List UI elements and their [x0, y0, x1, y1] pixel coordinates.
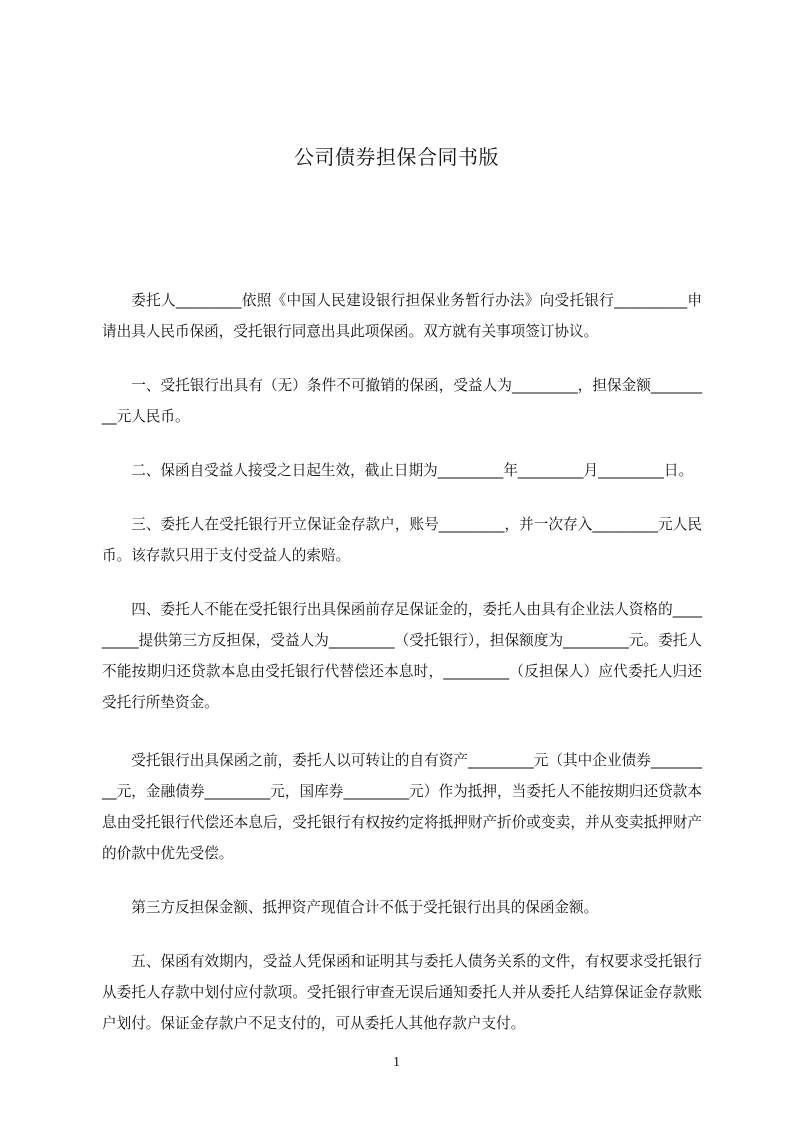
- paragraph-guarantee-total: 第三方反担保金额、抵押资产现值合计不低于受托银行出具的保函金额。: [131, 899, 599, 916]
- document-title: 公司债券担保合同书版: [294, 145, 499, 169]
- paragraph-clause-5: 五、保函有效期内，受益人凭保函和证明其与委托人债务关系的文件，有权要求受托银行从委托人存款中划付应付款项。受托银行审查无误后通知委托人并从委托人结算保证金存款账户划付。保证金存款户不足支付的，可从委托人其他存款户支付。: [102, 953, 702, 1032]
- paragraph-clause-3: 三、委托人在受托银行开立保证金存款户，账号_________，并一次存入_________元人民币。该存款只用于支付受益人的索赔。: [102, 516, 702, 564]
- paragraph-preamble: 委托人_________依照《中国人民建设银行担保业务暂行办法》向受托银行__________申请出具人民币保函，受托银行同意出具此项保函。双方就有关事项签订协议。: [102, 292, 702, 340]
- document-body: [102, 285, 702, 1062]
- paragraph-clause-2: 二、保函自受益人接受之日起生效，截止日期为_________年_________月_________日。: [131, 462, 694, 479]
- paragraph-clause-4: 四、委托人不能在受托银行出具保函前存足保证金的，委托人由具有企业法人资格的_________提供第三方反担保，受益人为_________（受托银行），担保额度为_________元。委托人不能按期归还贷款本息由受托银行代替偿还本息时，_________（反担保人）应代委托人归还受托行所垫资金。: [102, 601, 702, 711]
- page-number: 1: [393, 1055, 400, 1070]
- paragraph-clause-1: 一、受托银行出具有（无）条件不可撤销的保函，受益人为_________，担保金额_________元人民币。: [102, 377, 702, 425]
- paragraph-collateral: 受托银行出具保函之前，委托人以可转让的自有资产_________元（其中企业债券_________元，金融债券_________元，国库券_________元）作为抵押，当委托人不能按期归还贷款本息由受托银行代偿还本息后，受托银行有权按约定将抵押财产折价或变卖，并从变卖抵押财产的价款中优先受偿。: [102, 752, 702, 862]
